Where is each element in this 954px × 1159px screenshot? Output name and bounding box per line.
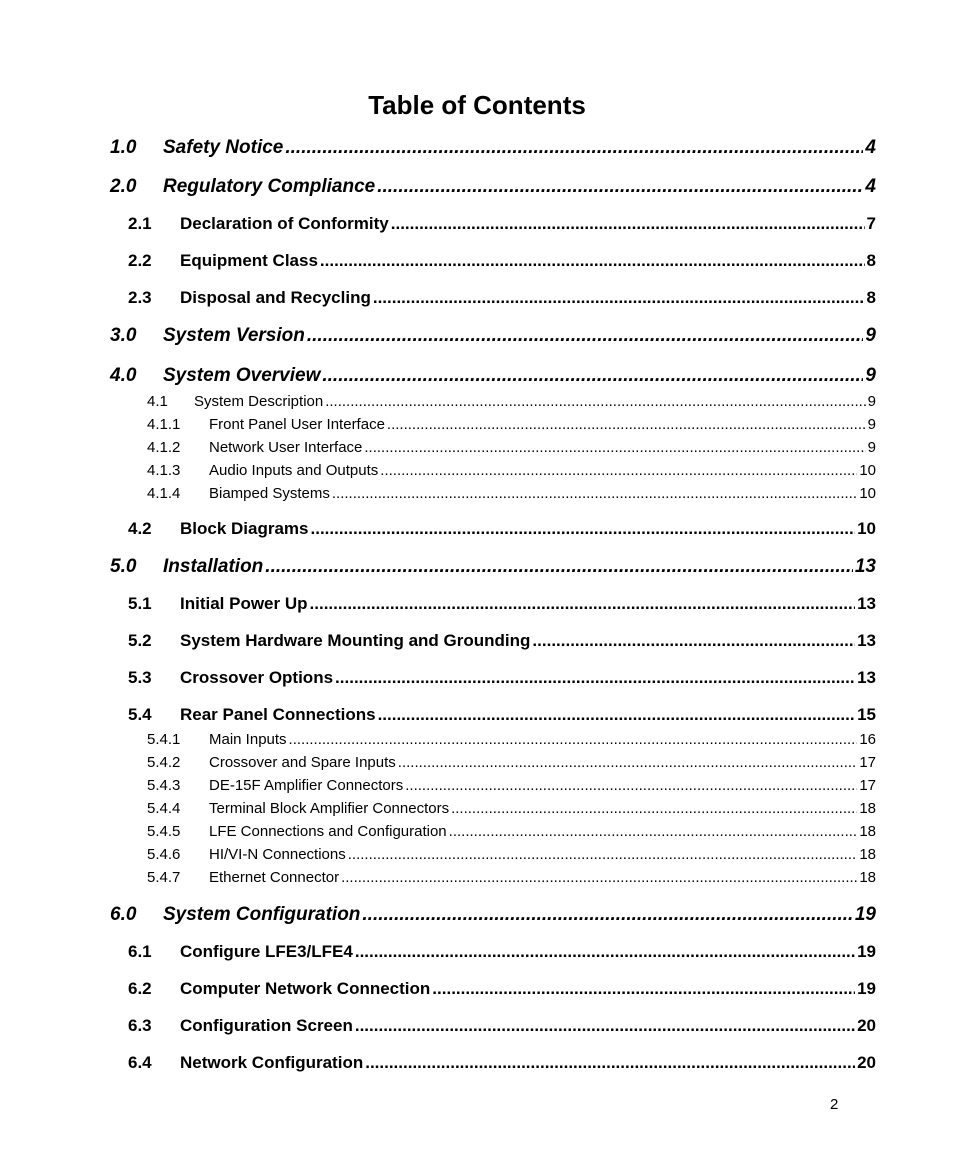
dot-leader (332, 485, 857, 502)
toc-entry-page: 18 (859, 823, 876, 840)
toc-entry-label: Crossover Options (180, 668, 334, 687)
dot-leader (364, 439, 865, 456)
toc-entry-page: 4 (865, 137, 876, 158)
toc-entry-number: 6.1 (128, 942, 152, 961)
toc-entry-page: 10 (859, 485, 876, 502)
toc-entry-label: Front Panel User Interface (209, 416, 385, 433)
dot-leader (377, 176, 863, 198)
toc-entry-page: 19 (857, 979, 876, 998)
toc-entry-number: 5.4.5 (147, 823, 181, 840)
dot-leader (365, 1053, 855, 1073)
toc-entry-page: 13 (857, 631, 876, 650)
page-number: 2 (830, 1096, 839, 1113)
dot-leader (532, 631, 855, 651)
toc-entry-label: Declaration of Conformity (180, 214, 389, 233)
toc-entry-page: 8 (866, 288, 876, 307)
toc-entry-number: 6.4 (128, 1053, 152, 1072)
toc-entry-label: System Configuration (163, 904, 361, 925)
toc-entry-label: LFE Connections and Configuration (209, 823, 447, 840)
toc-entry[interactable] (147, 846, 876, 863)
toc-entry-label: Ethernet Connector (209, 869, 340, 886)
toc-entry[interactable] (128, 594, 876, 614)
toc-entry-label: Terminal Block Amplifier Connectors (209, 800, 450, 817)
toc-entry[interactable] (128, 705, 876, 725)
toc-entry-label: Network User Interface (209, 439, 363, 456)
toc-entry[interactable] (128, 1016, 876, 1036)
toc-entry-number: 5.1 (128, 594, 152, 613)
dot-leader (348, 846, 858, 863)
toc-entry-page: 16 (859, 731, 876, 748)
toc-entry-number: 4.0 (110, 365, 137, 386)
toc-entry-page: 15 (857, 705, 876, 724)
toc-entry-label: Configuration Screen (180, 1016, 353, 1035)
toc-entry[interactable] (110, 176, 876, 198)
toc-entry-page: 9 (865, 365, 876, 386)
toc-entry-label: Regulatory Compliance (163, 176, 376, 197)
dot-leader (311, 519, 856, 539)
toc-entry-page: 13 (857, 594, 876, 613)
toc-entry-page: 19 (854, 904, 876, 925)
toc-entry-number: 1.0 (110, 137, 137, 158)
toc-entry[interactable] (128, 251, 876, 271)
toc-entry-page: 18 (859, 800, 876, 817)
toc-entry[interactable] (147, 485, 876, 502)
toc-entry-label: System Description (194, 393, 324, 410)
toc-entry-number: 6.3 (128, 1016, 152, 1035)
toc-entry-label: Network Configuration (180, 1053, 364, 1072)
toc-entry[interactable] (110, 325, 876, 347)
toc-entry-page: 9 (867, 416, 876, 433)
dot-leader (310, 594, 856, 614)
toc-entry-label: DE-15F Amplifier Connectors (209, 777, 404, 794)
toc-entry-number: 3.0 (110, 325, 137, 346)
toc-entry[interactable] (147, 731, 876, 748)
toc-entry-page: 13 (857, 668, 876, 687)
toc-entry-label: System Overview (163, 365, 321, 386)
dot-leader (398, 754, 858, 771)
dot-leader (432, 979, 855, 999)
toc-entry-label: Configure LFE3/LFE4 (180, 942, 353, 961)
toc-entry-page: 9 (867, 439, 876, 456)
toc-entry-number: 2.3 (128, 288, 152, 307)
toc-entry[interactable] (128, 631, 876, 651)
toc-entry[interactable] (110, 365, 876, 387)
dot-leader (355, 1016, 855, 1036)
toc-entry-label: Equipment Class (180, 251, 318, 270)
toc-entry-number: 2.0 (110, 176, 137, 197)
toc-entry-page: 18 (859, 846, 876, 863)
toc-entry[interactable] (147, 439, 876, 456)
toc-entry-number: 5.3 (128, 668, 152, 687)
toc-entry[interactable] (147, 416, 876, 433)
toc-entry-label: Main Inputs (209, 731, 287, 748)
dot-leader (325, 393, 865, 410)
toc-entry-page: 4 (865, 176, 876, 197)
toc-entry-label: Biamped Systems (209, 485, 330, 502)
dot-leader (405, 777, 857, 794)
toc-entry-number: 6.0 (110, 904, 137, 925)
toc-entry-number: 5.4.4 (147, 800, 181, 817)
toc-entry-number: 4.1 (147, 393, 168, 410)
toc-entry-page: 7 (866, 214, 876, 233)
dot-leader (335, 668, 855, 688)
toc-entry[interactable] (147, 800, 876, 817)
toc-entry-page: 20 (857, 1053, 876, 1072)
toc-entry-label: Audio Inputs and Outputs (209, 462, 379, 479)
toc-entry[interactable] (147, 823, 876, 840)
toc-entry[interactable] (128, 288, 876, 308)
toc-entry[interactable] (128, 1053, 876, 1073)
toc-entry-page: 17 (859, 754, 876, 771)
toc-entry-page: 18 (859, 869, 876, 886)
toc-entry[interactable] (147, 754, 876, 771)
toc-entry-label: Installation (163, 556, 264, 577)
toc-entry-page: 8 (866, 251, 876, 270)
dot-leader (451, 800, 857, 817)
dot-leader (380, 462, 857, 479)
toc-entry[interactable] (147, 393, 876, 410)
toc-entry-label: Rear Panel Connections (180, 705, 376, 724)
toc-entry-page: 20 (857, 1016, 876, 1035)
toc-entry-number: 2.2 (128, 251, 152, 270)
toc-entry-number: 5.0 (110, 556, 137, 577)
dot-leader (391, 214, 865, 234)
toc-entry-number: 5.4.3 (147, 777, 181, 794)
toc-entry[interactable] (147, 462, 876, 479)
dot-leader (341, 869, 857, 886)
toc-entry[interactable] (147, 777, 876, 794)
toc-entry-label: Initial Power Up (180, 594, 308, 613)
toc-entry[interactable] (110, 904, 876, 926)
dot-leader (387, 416, 866, 433)
dot-leader (307, 325, 864, 347)
toc-entry-number: 5.2 (128, 631, 152, 650)
toc-entry[interactable] (128, 214, 876, 234)
toc-entry-label: Computer Network Connection (180, 979, 431, 998)
dot-leader (373, 288, 865, 308)
toc-entry[interactable] (128, 979, 876, 999)
toc-entry-number: 5.4.6 (147, 846, 181, 863)
toc-entry-page: 10 (859, 462, 876, 479)
toc-entry-page: 17 (859, 777, 876, 794)
dot-leader (449, 823, 858, 840)
toc-entry-number: 5.4 (128, 705, 152, 724)
dot-leader (265, 556, 853, 578)
toc-entry-page: 19 (857, 942, 876, 961)
toc-entry-label: System Version (163, 325, 305, 346)
toc-entry-number: 2.1 (128, 214, 152, 233)
toc-entry-number: 4.1.1 (147, 416, 181, 433)
toc-entry[interactable] (147, 869, 876, 886)
dot-leader (322, 365, 863, 387)
toc-entry-label: Block Diagrams (180, 519, 309, 538)
toc-entry-number: 4.1.3 (147, 462, 181, 479)
dot-leader (320, 251, 865, 271)
toc-entry-label: Disposal and Recycling (180, 288, 371, 307)
dot-leader (285, 137, 863, 159)
toc-entry-number: 5.4.1 (147, 731, 181, 748)
toc-entry-label: Crossover and Spare Inputs (209, 754, 396, 771)
toc-entry-number: 5.4.7 (147, 869, 181, 886)
dot-leader (289, 731, 858, 748)
toc-entry-number: 6.2 (128, 979, 152, 998)
toc-entry-number: 4.1.2 (147, 439, 181, 456)
toc-entry-number: 5.4.2 (147, 754, 181, 771)
toc-entry-page: 10 (857, 519, 876, 538)
toc-entry-label: System Hardware Mounting and Grounding (180, 631, 531, 650)
dot-leader (378, 705, 856, 725)
toc-entry-number: 4.2 (128, 519, 152, 538)
toc-entry-label: Safety Notice (163, 137, 284, 158)
toc-entry[interactable] (128, 668, 876, 688)
toc-entry[interactable] (128, 942, 876, 962)
toc-entry-number: 4.1.4 (147, 485, 181, 502)
toc-entry-page: 13 (854, 556, 876, 577)
toc-entry-page: 9 (867, 393, 876, 410)
toc-entry[interactable] (110, 556, 876, 578)
toc-entry-label: HI/VI-N Connections (209, 846, 346, 863)
dot-leader (362, 904, 852, 926)
toc-entry[interactable] (128, 519, 876, 539)
page-title: Table of Contents (368, 90, 586, 120)
toc-entry[interactable] (110, 137, 876, 159)
toc-entry-page: 9 (865, 325, 876, 346)
dot-leader (355, 942, 855, 962)
